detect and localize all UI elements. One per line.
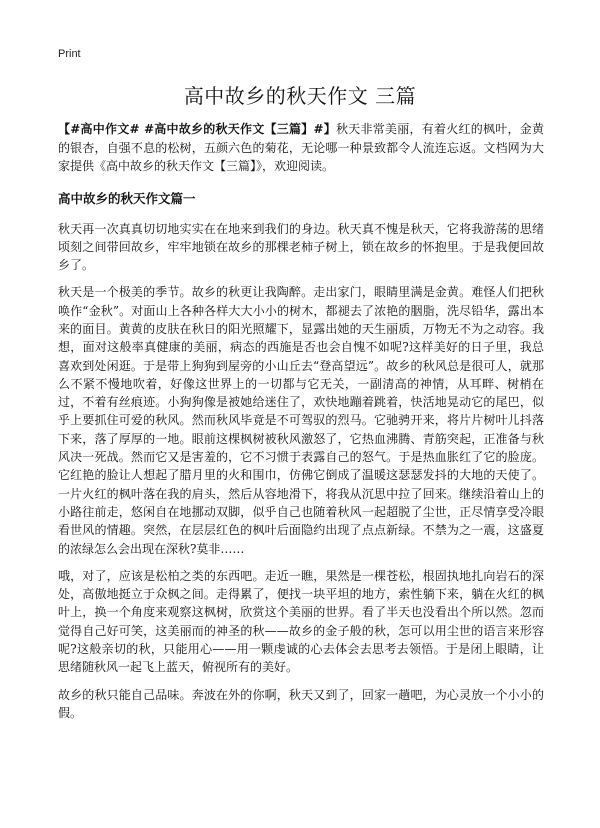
paragraph-1: 秋天再一次真真切切地实实在在地来到我们的身边。秋天真不愧是秋天，它将我游荡的思绪顷刻之间带回故乡，牢牢地锁在故乡的那棵老柿子树上，锁在故乡的怀抱里。于是我便回故乡了。 xyxy=(58,221,544,273)
paragraph-3: 哦，对了，应该是松柏之类的东西吧。走近一瞧，果然是一棵苍松，根固执地扎向岩石的深处，高傲地挺立于众枫之间。走得累了，便找一块平坦的地方，索性躺下来，躺在火红的枫叶上，换一个角度来观察这枫树，欣赏这个美丽的世界。看了半天也没看出个所以然。忽而觉得自己好可笑，这美丽而的神圣的秋——故乡的金子般的秋，怎可以用尘世的语言来形容呢?这般亲切的秋，只能用心——用一颗虔诚的心去体会去思考去领悟。于是闭上眼睛，让思绪随秋风一起飞上蓝天，俯视所有的美好。 xyxy=(58,568,544,675)
paragraph-2: 秋天是一个极美的季节。故乡的秋更让我陶醉。走出家门，眼睛里满是金黄。难怪人们把秋唤作“金秋”。对面山上各种各样大大小小的树木，都褪去了浓艳的胭脂，洗尽铅华，露出本来的面目。黄黄的皮肤在秋日的阳光照耀下，显露出她的天生丽质，万物无不为之动容。我想，面对这般率真健康的美丽，病态的西施是否也会自愧不如呢?这样美好的日子里，我总喜欢到处闲逛。于是带上狗狗到屋旁的小山丘去“登高望远”。故乡的秋风总是很可人，就那么不紧不慢地吹着，好像这世界上的一切都与它无关，一副清高的神情，从耳畔、树梢在过，不着有丝痕迹。小狗狗像是被她给迷住了，欢快地蹦着跳着，快活地晃动它的尾巴，似乎上要抓住可爱的秋风。然而秋风毕竟是不可驾驭的烈马。它驰骋开来，将片片树叶儿抖落下来，落了厚厚的一地。眼前这棵枫树被秋风激怒了，它热血沸腾、青筋突起，正准备与秋风决一死战。然而它又是害羞的，它不习惯于表露自己的怒气。于是热血胀红了它的脸庞。它红艳的脸让人想起了腊月里的火和围巾，仿佛它倒成了温暖这瑟瑟发抖的大地的天使了。一片火红的枫叶落在我的肩头，然后从容地滑下，将我从沉思中拉了回来。继续沿着山上的小路往前走，悠闲自在地挪动双脚，似乎自己也随着秋风一起超脱了尘世，正尽情享受冷眼看世风的情趣。突然，在层层红色的枫叶后面隐约出现了点点新绿。不禁为之一震，这盛夏的浓绿怎么会出现在深秋?莫非…… xyxy=(58,285,544,556)
article-body xyxy=(58,120,544,731)
page-title: 高中故乡的秋天作文 三篇 xyxy=(183,84,417,108)
print-label[interactable]: Print xyxy=(58,48,81,60)
section-heading: 高中故乡的秋天作文篇一 xyxy=(58,190,196,206)
intro-paragraph xyxy=(58,120,544,176)
paragraph-4: 故乡的秋只能自己品味。奔波在外的你啊，秋天又到了，回家一趟吧，为心灵放一个小小的假。 xyxy=(58,687,544,720)
intro-text: 秋天非常美丽，有着火红的枫叶，金黄的银杏，自强不息的松树，五颜六色的菊花，无论哪一种景致都令人流连忘返。文档网为大家提供《高中故乡的秋天作文【三篇】》，欢迎阅读。 xyxy=(58,122,544,173)
intro-tag: 【#高中作文# #高中故乡的秋天作文【三篇】#】 xyxy=(58,122,337,136)
